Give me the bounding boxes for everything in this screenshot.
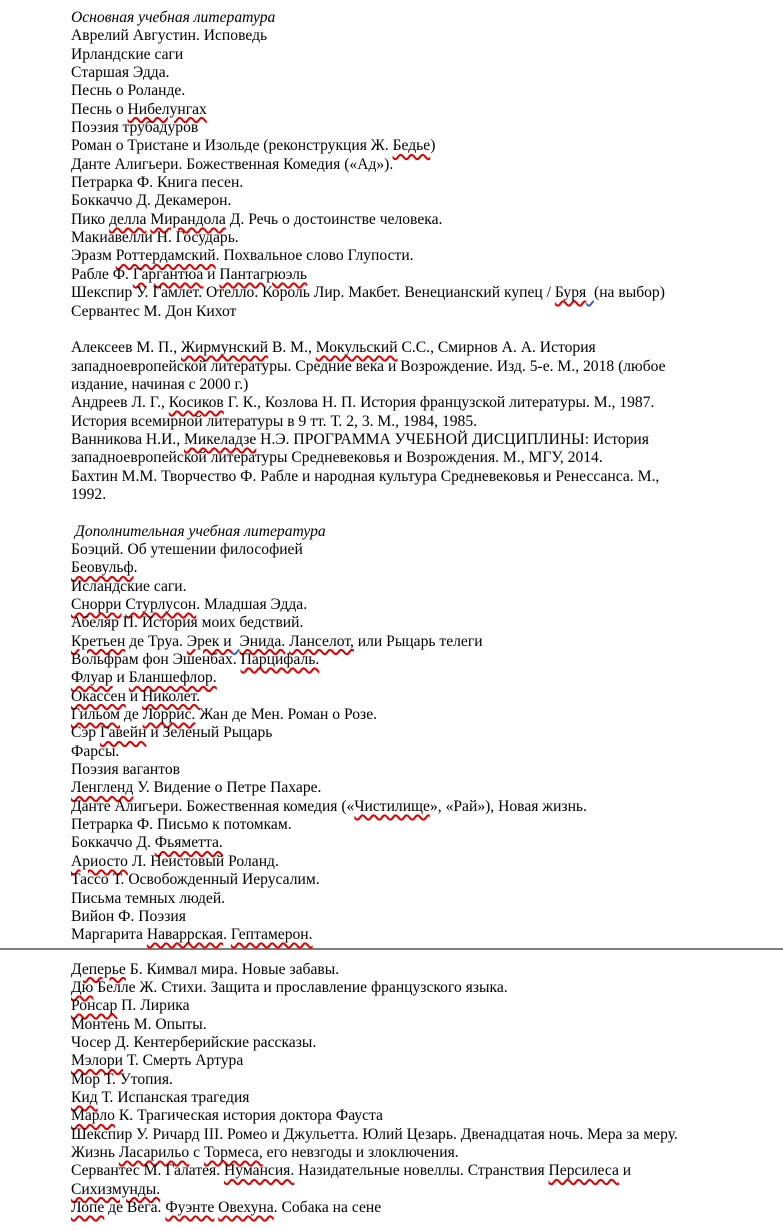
misspelled-word: Персилеса bbox=[548, 1162, 619, 1180]
misspelled-word: Гаргантюа bbox=[132, 265, 204, 283]
text-segment: Бахтин М.М. Творчество Ф. Рабле и народная культура Средневековья и Ренессанса. М., bbox=[71, 467, 660, 485]
document-line bbox=[71, 688, 733, 706]
document-line bbox=[71, 1089, 733, 1107]
text-segment: Тассо Т. Освобожденный Иерусалим. bbox=[71, 871, 320, 889]
text-segment: У. Видение о Петре Пахаре. bbox=[133, 779, 322, 797]
text-segment: Поэзия трубадуров bbox=[71, 119, 199, 137]
text-segment: Письма темных людей. bbox=[71, 889, 226, 907]
document-line bbox=[71, 211, 733, 229]
document-line bbox=[71, 358, 733, 376]
misspelled-word: Фьяметта. bbox=[154, 834, 223, 852]
text-segment: де Труа. bbox=[125, 632, 187, 650]
page-break-divider bbox=[71, 948, 733, 961]
misspelled-word: Мирандола bbox=[150, 210, 226, 228]
document-line bbox=[71, 1126, 733, 1144]
text-segment: с bbox=[189, 1143, 204, 1161]
misspelled-word: Гептамерон. bbox=[230, 926, 313, 944]
misspelled-word: Мокульский bbox=[315, 339, 398, 357]
misspelled-word: делла bbox=[109, 210, 147, 228]
misspelled-word: Гавейн bbox=[99, 724, 147, 742]
document-line bbox=[71, 871, 733, 889]
misspelled-word: Буря bbox=[554, 284, 587, 302]
text-segment: Жан де Мен. Роман о Розе. bbox=[195, 706, 378, 724]
text-segment: его невзгоды и злоключения. bbox=[262, 1143, 459, 1161]
document-line bbox=[71, 156, 733, 174]
document-line bbox=[71, 431, 733, 449]
document-line bbox=[71, 413, 733, 431]
text-segment: Боэций. Об утешении философией bbox=[71, 540, 303, 558]
document-line bbox=[71, 834, 733, 852]
document-line bbox=[71, 303, 733, 321]
document-line bbox=[71, 651, 733, 669]
document-line bbox=[71, 614, 733, 632]
document-line bbox=[71, 247, 733, 265]
text-segment: Т. Смерть Артура bbox=[123, 1052, 244, 1070]
misspelled-word: Ласарильо bbox=[118, 1143, 190, 1161]
misspelled-word: Марло bbox=[71, 1107, 115, 1125]
text-segment: и bbox=[618, 1162, 632, 1180]
document-line bbox=[71, 816, 733, 834]
text-segment: Боккаччо Д. Декамерон. bbox=[71, 192, 232, 210]
document-line bbox=[71, 997, 733, 1015]
text-segment: Дополнительная учебная литература bbox=[71, 522, 326, 540]
document-line bbox=[71, 82, 733, 100]
document-line bbox=[71, 1034, 733, 1052]
text-segment: де Вега. bbox=[104, 1199, 166, 1216]
text-segment: (на выбор) bbox=[594, 284, 665, 302]
document-line bbox=[71, 1181, 733, 1199]
document-line bbox=[71, 1144, 733, 1162]
text-segment: и bbox=[203, 265, 220, 283]
misspelled-word: Снорри bbox=[71, 596, 122, 613]
text-segment: Ирландские саги bbox=[71, 45, 184, 63]
text-segment: Песнь о bbox=[71, 100, 128, 118]
document-line bbox=[71, 761, 733, 779]
text-segment: западноевропейской литературы Средневековья и Возрождения. М., МГУ, 2014. bbox=[71, 449, 603, 467]
misspelled-word: Косиков bbox=[168, 394, 224, 412]
text-segment: Аврелий Августин. Исповедь bbox=[71, 27, 268, 45]
text-segment: Макиавелли Н. Государь. bbox=[71, 229, 239, 247]
text-segment: Вийон Ф. Поэзия bbox=[71, 907, 186, 925]
document-line bbox=[71, 633, 733, 651]
document-line bbox=[71, 339, 733, 357]
text-segment: Шекспир У. Гамлет. Отелло. Король Лир. Макбет. Венецианский купец / bbox=[71, 284, 555, 302]
text-segment: 1992. bbox=[71, 485, 107, 503]
document-line bbox=[71, 779, 733, 797]
misspelled-word: Сихизмунды. bbox=[71, 1180, 161, 1198]
document-line bbox=[71, 376, 733, 394]
misspelled-word: Наваррская bbox=[146, 926, 224, 944]
misspelled-word: Бедье bbox=[392, 137, 431, 155]
text-segment: Вольфрам фон Эшенбах. bbox=[71, 651, 241, 669]
misspelled-word: Овехуна bbox=[218, 1199, 274, 1216]
misspelled-word: Мэлори bbox=[71, 1052, 123, 1070]
misspelled-word: Лоррис. bbox=[142, 706, 196, 724]
document-line bbox=[71, 853, 733, 871]
text-segment: западноевропейской литературы. Средние века и Возрождение. Изд. 5-е. М., 2018 (любое bbox=[71, 357, 666, 375]
text-segment: или Рыцарь телеги bbox=[353, 632, 483, 650]
text-segment: Исландские саги. bbox=[71, 577, 187, 595]
text-segment: Б. Кимвал мира. Новые забавы. bbox=[125, 960, 340, 978]
misspelled-word: Дю bbox=[71, 978, 94, 996]
document-line bbox=[71, 743, 733, 761]
misspelled-word: Роттердамский bbox=[115, 247, 216, 265]
text-segment: Рабле Ф. bbox=[71, 265, 133, 283]
text-segment: . bbox=[223, 926, 231, 944]
text-segment: Сэр bbox=[71, 724, 100, 742]
text-segment: История всемирной литературы в 9 тт. Т. 2, 3. М., 1984, 1985. bbox=[71, 412, 478, 430]
text-segment: Пико bbox=[71, 210, 110, 228]
text-segment: Чосер Д. Кентерберийские рассказы. bbox=[71, 1033, 317, 1051]
document-line bbox=[71, 394, 733, 412]
text-segment: Андреев Л. Г., bbox=[71, 394, 169, 412]
text-segment: Жизнь bbox=[71, 1143, 119, 1161]
text-segment: Фарсы. bbox=[71, 742, 120, 760]
text-segment: Основная учебная литература bbox=[71, 9, 276, 26]
text-segment: Т. Испанская трагедия bbox=[97, 1088, 250, 1106]
document-line bbox=[71, 1071, 733, 1089]
text-segment: Боккаччо Д. bbox=[71, 834, 155, 852]
misspelled-word: Эрек и bbox=[186, 632, 232, 650]
text-segment: Ванникова Н.И., bbox=[71, 430, 185, 448]
text-segment: Эразм bbox=[71, 247, 116, 265]
document-line bbox=[71, 798, 733, 816]
misspelled-word: Гильом bbox=[71, 706, 121, 724]
text-segment: С.С., Смирнов А. А. История bbox=[397, 339, 596, 357]
document-line bbox=[71, 961, 733, 979]
document-line bbox=[71, 192, 733, 210]
misspelled-word: Энида. bbox=[239, 632, 286, 650]
text-segment: Петрарка Ф. Книга песен. bbox=[71, 174, 244, 192]
misspelled-word: Окассен bbox=[71, 687, 126, 705]
document-line bbox=[71, 27, 733, 45]
misspelled-word: Ланселот, bbox=[289, 632, 354, 650]
text-segment: Белле Ж. Стихи. Защита и прославление французского языка. bbox=[93, 978, 508, 996]
text-segment: К. Трагическая история доктора Фауста bbox=[114, 1107, 383, 1125]
document-line bbox=[71, 266, 733, 284]
text-segment: и bbox=[112, 669, 129, 687]
document-line bbox=[71, 284, 733, 302]
text-segment: . bbox=[133, 559, 138, 577]
document-line bbox=[71, 559, 733, 577]
misspelled-word: Флуар bbox=[71, 669, 113, 687]
page-break-rule bbox=[0, 948, 783, 950]
text-segment: . Собака на сене bbox=[273, 1199, 382, 1216]
misspelled-word: Беовульф bbox=[71, 559, 134, 577]
document-line bbox=[71, 101, 733, 119]
text-segment: Песнь о Роланде. bbox=[71, 82, 186, 100]
misspelled-word: Чистилище bbox=[354, 797, 430, 815]
text-segment: Мор Т. Утопия. bbox=[71, 1070, 173, 1088]
document-line bbox=[71, 229, 733, 247]
text-segment: Абеляр П. История моих бедствий. bbox=[71, 614, 304, 632]
document-line bbox=[71, 468, 733, 486]
text-segment: Д. Речь о достоинстве человека. bbox=[225, 210, 443, 228]
document-line bbox=[71, 926, 733, 944]
text-segment: Г. К., Козлова Н. П. История французской литературы. М., 1987. bbox=[223, 394, 655, 412]
document-line bbox=[71, 1199, 733, 1217]
text-segment: Поэзия вагантов bbox=[71, 761, 181, 779]
misspelled-word: Кид bbox=[71, 1088, 98, 1106]
document-line bbox=[71, 119, 733, 137]
document-line bbox=[71, 979, 733, 997]
document-line bbox=[71, 669, 733, 687]
document-line bbox=[71, 541, 733, 559]
text-segment: Роман о Тристане и Изольде (реконструкция Ж. bbox=[71, 137, 393, 155]
blank-line bbox=[71, 321, 733, 339]
text-segment: . Младшая Эдда. bbox=[196, 596, 308, 613]
document-line bbox=[71, 1107, 733, 1125]
grammar-marked-space bbox=[586, 284, 594, 301]
document-line bbox=[71, 724, 733, 742]
text-segment: и Зеленый Рыцарь bbox=[146, 724, 273, 742]
misspelled-word: Нумансия. bbox=[224, 1162, 295, 1180]
text-segment: Петрарка Ф. Письмо к потомкам. bbox=[71, 816, 292, 834]
misspelled-word: Бланшефлор. bbox=[128, 669, 217, 687]
document-line bbox=[71, 486, 733, 504]
misspelled-word: Парцифаль. bbox=[240, 651, 320, 669]
text-segment: П. Лирика bbox=[117, 997, 190, 1015]
misspelled-word: Ариосто bbox=[71, 852, 128, 870]
document-line bbox=[71, 1162, 733, 1180]
text-segment: Маргарита bbox=[71, 926, 147, 944]
misspelled-word: Нибелунгах bbox=[127, 100, 207, 118]
document-line bbox=[71, 449, 733, 467]
document-line bbox=[71, 1016, 733, 1034]
text-segment: Н.Э. ПРОГРАММА УЧЕБНОЙ ДИСЦИПЛИНЫ: История bbox=[256, 430, 649, 448]
section-heading bbox=[71, 9, 733, 27]
document-line bbox=[71, 890, 733, 908]
misspelled-word: Лопе bbox=[71, 1199, 105, 1216]
text-segment: Сервантес М. Дон Кихот bbox=[71, 302, 237, 320]
text-segment: Данте Алигьери. Божественная Комедия («Ад»). bbox=[71, 155, 394, 173]
text-segment: Назидательные новеллы. Странствия bbox=[294, 1162, 549, 1180]
text-segment: Шекспир У. Ричард III. Ромео и Джульетта. Юлий Цезарь. Двенадцатая ночь. Мера за меру. bbox=[71, 1125, 678, 1143]
text-segment: Сервантес М. Галатея. bbox=[71, 1162, 225, 1180]
misspelled-word: Деперье bbox=[71, 960, 126, 978]
misspelled-word: Николет. bbox=[141, 687, 201, 705]
document-line bbox=[71, 174, 733, 192]
text-segment: Старшая Эдда. bbox=[71, 64, 170, 82]
document-line bbox=[71, 706, 733, 724]
text-segment: издание, начиная с 2000 г.) bbox=[71, 375, 249, 393]
misspelled-word: Тормеса, bbox=[203, 1143, 263, 1161]
text-segment: . Похвальное слово Глупости. bbox=[215, 247, 414, 265]
misspelled-word: Стурлусон bbox=[125, 596, 197, 613]
misspelled-word: Ленгленд bbox=[71, 779, 134, 797]
text-segment: ) bbox=[430, 137, 436, 155]
text-segment: Л. Неистовый Роланд. bbox=[127, 852, 279, 870]
blank-line bbox=[71, 504, 733, 522]
document-line bbox=[71, 908, 733, 926]
document-line bbox=[71, 46, 733, 64]
text-segment: Данте Алигьери. Божественная комедия (« bbox=[71, 797, 355, 815]
text-segment: де bbox=[120, 706, 143, 724]
misspelled-word: Жирмунский bbox=[181, 339, 269, 357]
section-heading bbox=[71, 523, 733, 541]
misspelled-word: Ронсар bbox=[71, 997, 118, 1015]
misspelled-word: Пантагрюэль bbox=[219, 265, 308, 283]
text-segment: и bbox=[125, 687, 142, 705]
text-segment: Алексеев М. П., bbox=[71, 339, 181, 357]
document-line bbox=[71, 578, 733, 596]
document-line bbox=[71, 64, 733, 82]
document-line bbox=[71, 596, 733, 614]
document-line bbox=[71, 1052, 733, 1070]
misspelled-word: Фуэнте bbox=[165, 1199, 215, 1216]
text-segment: », «Рай»), Новая жизнь. bbox=[429, 797, 587, 815]
document-line bbox=[71, 137, 733, 155]
text-segment: В. М., bbox=[268, 339, 316, 357]
misspelled-word: Микеладзе bbox=[184, 430, 257, 448]
text-segment: Монтень М. Опыты. bbox=[71, 1015, 207, 1033]
misspelled-word: Кретьен bbox=[71, 632, 126, 650]
